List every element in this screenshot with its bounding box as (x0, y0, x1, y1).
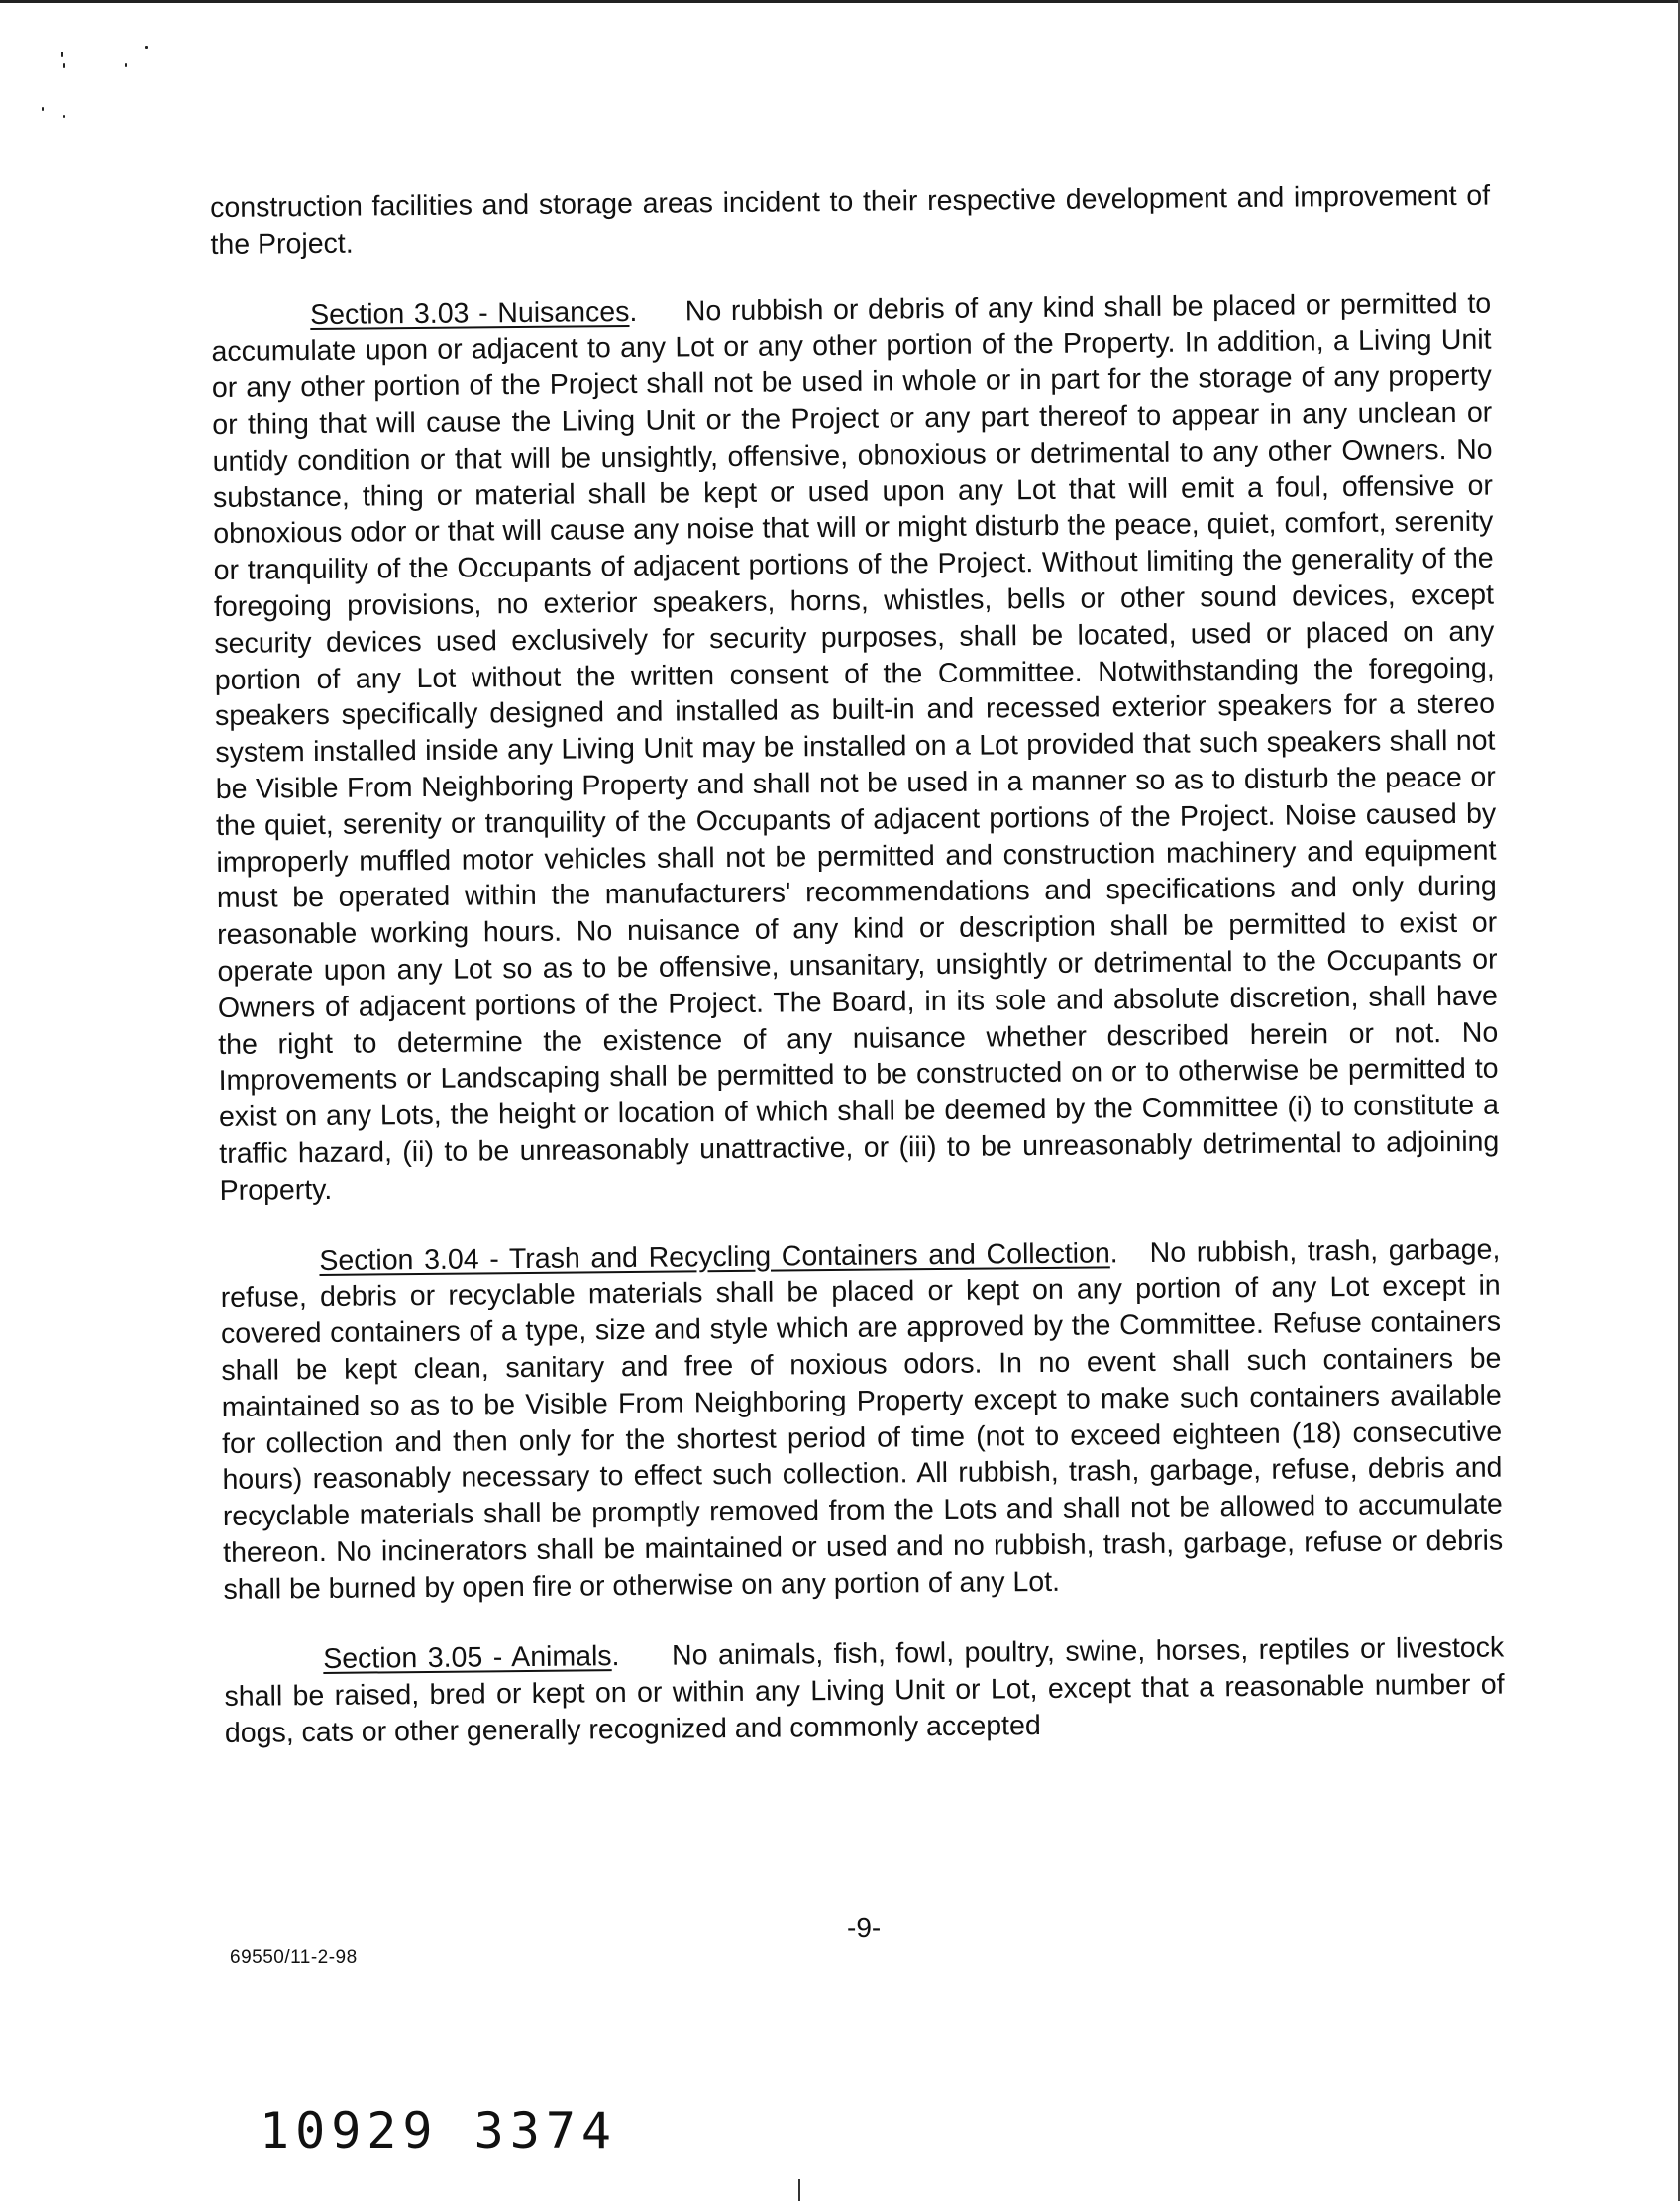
section-3-03-nuisances: Section 3.03 - Nuisances. No rubbish or debris of any kind shall be placed or permitted to accumulate upon or adjacent to any Lot or any other portion of the Property. In addition, a Living Unit or any other portion of the Project shall not be used in whole or in part for the storage of any property or thing that will cause the Living Unit or the Project or any part thereof to appear in any unclean or untidy condition or that will be unsightly, offensive, obnoxious or detrimental to any other Owners. No substance, thing or material shall be kept or used upon any Lot that will emit a foul, offensive or obnoxious odor or that will cause any noise that will or might disturb the peace, quiet, comfort, serenity or tranquility of the Occupants of adjacent portions of the Project. Without limiting the generality of the foregoing provisions, no exterior speakers, horns, whistles, bells or other sound devices, except security devices used exclusively for security purposes, shall be located, used or placed on any portion of any Lot without the written consent of the Committee. Notwithstanding the foregoing, speakers specifically designed and installed as built-in and recessed exterior speakers for a stereo system installed inside any Living Unit may be installed on a Lot provided that such speakers shall not be Visible From Neighboring Property and shall not be used in a manner so as to disturb the peace or the quiet, serenity or tranquility of the Occupants of adjacent portions of the Project. Noise caused by improperly muffled motor vehicles shall not be permitted and construction machinery and equipment must be operated within the manufacturers' recommendations and specifications and only during reasonable working hours. No nuisance of any kind or description shall be permitted to exist or operate upon any Lot so as to be offensive, unsanitary, unsightly or detrimental to the Occupants or Owners of adjacent portions of the Project. The Board, in its sole and absolute discretion, shall have the right to determine the existence of any nuisance whether described herein or not. No Improvements or Landscaping shall be permitted to be constructed on or to otherwise be permitted to exist on any Lots, the height or location of which shall be deemed by the Committee (i) to constitute a traffic hazard, (ii) to be unreasonably unattractive, or (iii) to be unreasonably detrimental to adjoining Property. (211, 287, 1500, 1206)
body-text (210, 178, 1505, 1787)
scan-speck (63, 115, 65, 118)
section-text: No animals, fish, fowl, poultry, swine, horses, reptiles or livestock shall be raised, bred or kept on or within any Living Unit or Lot, except that a reasonable number of dogs, cats or other generally recognized and commonly accepted (224, 1632, 1505, 1750)
section-heading: Section 3.03 - Nuisances (310, 295, 630, 331)
document-id: 69550/11-2-98 (230, 1947, 358, 1968)
section-heading: Section 3.05 - Animals (323, 1640, 612, 1676)
section-text: No rubbish or debris of any kind shall be placed or permitted to accumulate upon or adjacent to any Lot or any other portion of the Property. In addition, a Living Unit or any other portion of the Project shall not be used in whole or in part for the storage of any property or thing that will cause the Living Unit or the Project or any part thereof to appear in any unclean or untidy condition or that will be unsightly, offensive, obnoxious or detrimental to any other Owners. No substance, thing or material shall be kept or used upon any Lot that will emit a foul, offensive or obnoxious odor or that will cause any noise that will or might disturb the peace, quiet, comfort, serenity or tranquility of the Occupants of adjacent portions of the Project. Without limiting the generality of the foregoing provisions, no exterior speakers, horns, whistles, bells or other sound devices, except security devices used exclusively for security purposes, shall be located, used or placed on any portion of any Lot without the written consent of the Committee. Notwithstanding the foregoing, speakers specifically designed and installed as built-in and recessed exterior speakers for a stereo system installed inside any Living Unit may be installed on a Lot provided that such speakers shall not be Visible From Neighboring Property and shall not be used in a manner so as to disturb the peace or the quiet, serenity or tranquility of the Occupants of adjacent portions of the Project. Noise caused by improperly muffled motor vehicles shall not be permitted and construction machinery and equipment must be operated within the manufacturers' recommendations and specifications and only during reasonable working hours. No nuisance of any kind or description shall be permitted to exist or operate upon any Lot so as to be offensive, unsanitary, unsightly or detrimental to the Occupants or Owners of adjacent portions of the Project. The Board, in its sole and absolute discretion, shall have the right to determine the existence of any nuisance whether described herein or not. No Improvements or Landscaping shall be permitted to be constructed on or to otherwise be permitted to exist on any Lots, the height or location of which shall be deemed by the Committee (i) to constitute a traffic hazard, (ii) to be unreasonably unattractive, or (iii) to be unreasonably detrimental to adjoining Property. (211, 287, 1500, 1206)
scan-edge-bottom-mark (798, 2179, 800, 2201)
paragraph-text: construction facilities and storage areas incident to their respective development and improvement of the Project. (210, 179, 1491, 261)
paragraph-continuation (210, 178, 1491, 263)
scan-speck (145, 46, 148, 49)
scan-edge-top (0, 0, 1680, 3)
scan-speck (125, 63, 127, 67)
section-heading: Section 3.04 - Trash and Recycling Containers and Collection (319, 1236, 1110, 1277)
section-3-05-animals: Section 3.05 - Animals. No animals, fish, fowl, poultry, swine, horses, reptiles or livestock shall be raised, bred or kept on or within any Living Unit or Lot, except that a reasonable number of dogs, cats or other generally recognized and commonly accepted (224, 1632, 1505, 1750)
scan-speck (63, 63, 65, 68)
recording-number: 10929 3374 (260, 2102, 618, 2159)
section-3-04-trash: Section 3.04 - Trash and Recycling Containers and Collection. No rubbish, trash, garbage, refuse, debris or recyclable materials shall be placed or kept on any portion of any Lot except in covered containers of a type, size and style which are approved by the Committee. Refuse containers shall be kept clean, sanitary and free of noxious odors. In no event shall such containers be maintained so as to be Visible From Neighboring Property except to make such containers available for collection and then only for the shortest period of time (not to exceed eighteen (18) consecutive hours) reasonably necessary to effect such collection. All rubbish, trash, garbage, refuse, debris and recyclable materials shall be promptly removed from the Lots and shall not be allowed to accumulate thereon. No incinerators shall be maintained or used and no rubbish, trash, garbage, refuse or debris shall be burned by open fire or otherwise on any portion of any Lot. (220, 1233, 1504, 1606)
scan-speck (61, 52, 63, 57)
scan-speck (42, 107, 44, 111)
page-number: -9- (847, 1912, 882, 1942)
section-text: No rubbish, trash, garbage, refuse, debris or recyclable materials shall be placed or kept on any portion of any Lot except in covered containers of a type, size and style which are approved by the Committee. Refuse containers shall be kept clean, sanitary and free of noxious odors. In no event shall such containers be maintained so as to be Visible From Neighboring Property except to make such containers available for collection and then only for the shortest period of time (not to exceed eighteen (18) consecutive hours) reasonably necessary to effect such collection. All rubbish, trash, garbage, refuse, debris and recyclable materials shall be promptly removed from the Lots and shall not be allowed to accumulate thereon. No incinerators shall be maintained or used and no rubbish, trash, garbage, refuse or debris shall be burned by open fire or otherwise on any portion of any Lot. (220, 1233, 1504, 1606)
